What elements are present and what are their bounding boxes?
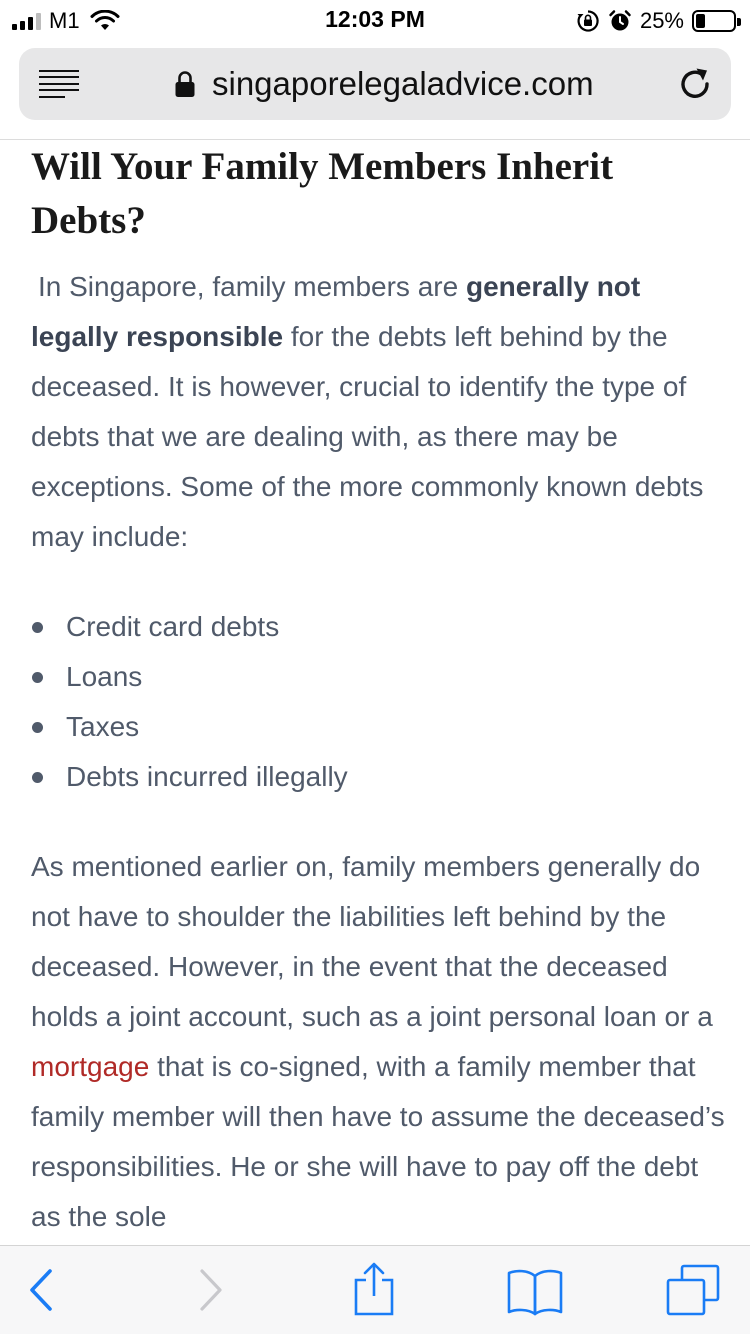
- para1-bold: generally not legally responsible: [31, 271, 641, 352]
- battery-level: [696, 14, 705, 28]
- article-content: [0, 140, 750, 1245]
- paragraph-joint-accounts: [31, 842, 731, 1242]
- back-icon[interactable]: [26, 1268, 56, 1312]
- debt-types-list: [31, 602, 731, 802]
- clock: 12:03 PM: [325, 6, 425, 32]
- list-item-text: Debts incurred illegally: [66, 761, 348, 792]
- bullet-icon: [32, 622, 43, 633]
- reload-icon[interactable]: [677, 66, 713, 102]
- para2-before-link: As mentioned earlier on, family members generally do not have to shoulder the liabilities left behind by the deceased. However, in the event that the deceased holds a joint account, such as a joint personal loan or a: [31, 851, 713, 1032]
- para1-rest: for the debts left behind by the deceased. It is however, crucial to identify the type of debts that we are dealing with, as there may be exceptions. Some of the more commonly known debts may include:: [31, 321, 704, 552]
- list-item: [31, 752, 731, 802]
- status-right: [576, 6, 736, 36]
- battery-percent: 25%: [639, 8, 684, 33]
- mortgage-link[interactable]: mortgage: [31, 1051, 150, 1082]
- reader-view-icon[interactable]: [39, 70, 79, 98]
- list-item: [31, 702, 731, 752]
- bullet-icon: [32, 772, 43, 783]
- url-text[interactable]: singaporelegaladvice.com: [212, 65, 594, 102]
- carrier-name: M1: [49, 8, 80, 33]
- alarm-icon: [608, 9, 632, 33]
- article-title: Will Your Family Members Inherit Debts?: [31, 145, 614, 242]
- address-bar[interactable]: [19, 48, 731, 120]
- list-item-text: Credit card debts: [66, 611, 280, 642]
- lock-icon: [175, 70, 195, 98]
- forward-icon[interactable]: [196, 1268, 226, 1312]
- list-item-text: Loans: [66, 661, 143, 692]
- browser-toolbar: [0, 1245, 750, 1334]
- bullet-icon: [32, 722, 43, 733]
- orientation-lock-icon: [576, 9, 600, 33]
- share-icon[interactable]: [352, 1262, 396, 1316]
- status-bar: [0, 0, 750, 40]
- list-item: [31, 652, 731, 702]
- battery-icon: [692, 10, 736, 32]
- para2-after-link: that is co-signed, with a family member that family member will then have to assume the deceased’s responsibilities. He or she will have to pay off the debt as the sole: [31, 1051, 725, 1232]
- para1-intro: In Singapore, family members are: [38, 271, 466, 302]
- bookmarks-icon[interactable]: [506, 1268, 564, 1316]
- tabs-icon[interactable]: [666, 1264, 720, 1316]
- paragraph-intro: [31, 262, 731, 562]
- list-item: [31, 602, 731, 652]
- list-item-text: Taxes: [66, 711, 140, 742]
- bullet-icon: [32, 672, 43, 683]
